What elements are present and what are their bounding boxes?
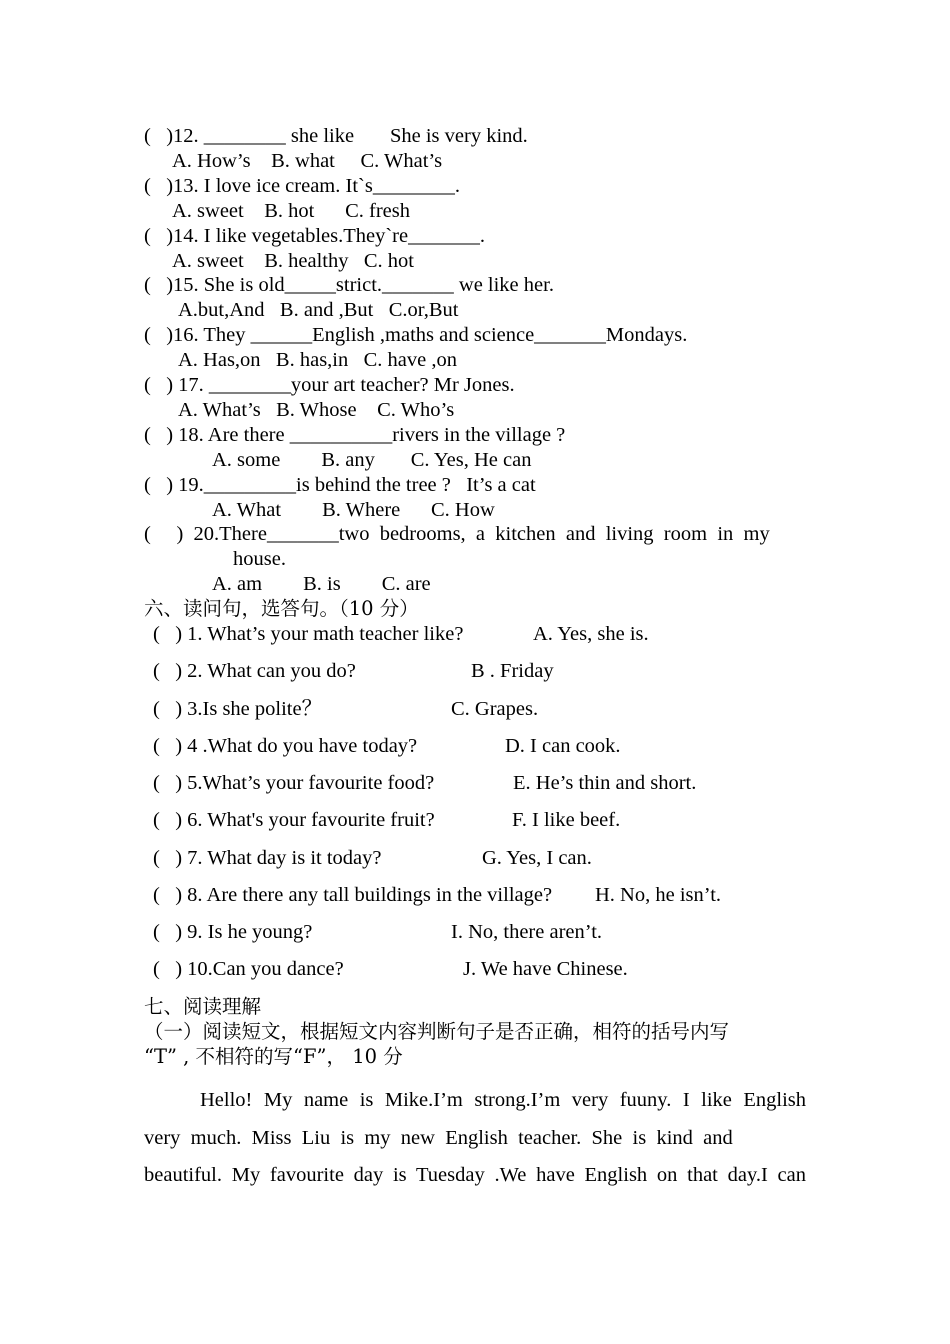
options-13: A. sweet B. hot C. fresh <box>172 200 411 222</box>
question-13: ( )13. I love ice cream. It`s________. <box>144 175 460 197</box>
match-question: ( ) 3.Is she polite？ <box>153 698 323 720</box>
section-7-title: 七、阅读理解 <box>144 995 262 1018</box>
passage-line: very much. Miss Liu is my new English teacher. She is kind and <box>144 1127 733 1149</box>
reading-instructions-cont: “T” , 不相符的写“F”， 10 分 <box>144 1045 403 1068</box>
match-question: ( ) 6. What's your favourite fruit? <box>153 809 435 831</box>
options-14: A. sweet B. healthy C. hot <box>172 250 414 272</box>
options-15: A.but,And B. and ,But C.or,But <box>178 299 459 321</box>
match-question: ( ) 10.Can you dance? <box>153 958 344 980</box>
match-answer: D. I can cook. <box>505 735 621 757</box>
match-question: ( ) 4 .What do you have today? <box>153 735 418 757</box>
question-14: ( )14. I like vegetables.They`re_______. <box>144 225 485 247</box>
passage-line: beautiful. My favourite day is Tuesday .We have English on that day.I can <box>144 1164 806 1186</box>
match-answer: E. He’s thin and short. <box>513 772 697 794</box>
passage-line: Hello! My name is Mike.I’m strong.I’m very fuuny. I like English <box>200 1089 806 1111</box>
match-question: ( ) 2. What can you do? <box>153 660 356 682</box>
match-question: ( ) 7. What day is it today? <box>153 847 382 869</box>
options-16: A. Has,on B. has,in C. have ,on <box>178 349 458 371</box>
match-answer: B . Friday <box>471 660 554 682</box>
match-answer: J. We have Chinese. <box>463 958 628 980</box>
question-20: ( ) 20.There_______two bedrooms, a kitchen and living room in my <box>144 523 770 545</box>
question-12: ( )12. ________ she like She is very kind. <box>144 125 528 147</box>
match-question: ( ) 8. Are there any tall buildings in the village? <box>153 884 553 906</box>
options-17: A. What’s B. Whose C. Who’s <box>178 399 455 421</box>
reading-instructions: （一）阅读短文，根据短文内容判断句子是否正确，相符的括号内写 <box>144 1020 730 1043</box>
question-17: ( ) 17. ________your art teacher? Mr Jones. <box>144 374 515 396</box>
options-18: A. some B. any C. Yes, He can <box>212 449 532 471</box>
match-question: ( ) 1. What’s your math teacher like? <box>153 623 464 645</box>
match-answer: C. Grapes. <box>451 698 539 720</box>
question-20-cont: house. <box>233 548 286 570</box>
question-15: ( )15. She is old_____strict._______ we like her. <box>144 274 554 296</box>
options-20: A. am B. is C. are <box>212 573 431 595</box>
options-12: A. How’s B. what C. What’s <box>172 150 443 172</box>
match-question: ( ) 5.What’s your favourite food? <box>153 772 435 794</box>
match-answer: F. I like beef. <box>512 809 621 831</box>
section-6-title: 六、读问句，选答句。（10 分） <box>144 597 419 620</box>
options-19: A. What B. Where C. How <box>212 499 495 521</box>
match-answer: G. Yes, I can. <box>482 847 592 869</box>
match-answer: A. Yes, she is. <box>533 623 649 645</box>
match-answer: H. No, he isn’t. <box>595 884 722 906</box>
question-18: ( ) 18. Are there __________rivers in the village ? <box>144 424 566 446</box>
match-answer: I. No, there aren’t. <box>451 921 603 943</box>
match-question: ( ) 9. Is he young? <box>153 921 313 943</box>
question-19: ( ) 19._________is behind the tree ? It’s a cat <box>144 474 536 496</box>
question-16: ( )16. They ______English ,maths and science_______Mondays. <box>144 324 688 346</box>
